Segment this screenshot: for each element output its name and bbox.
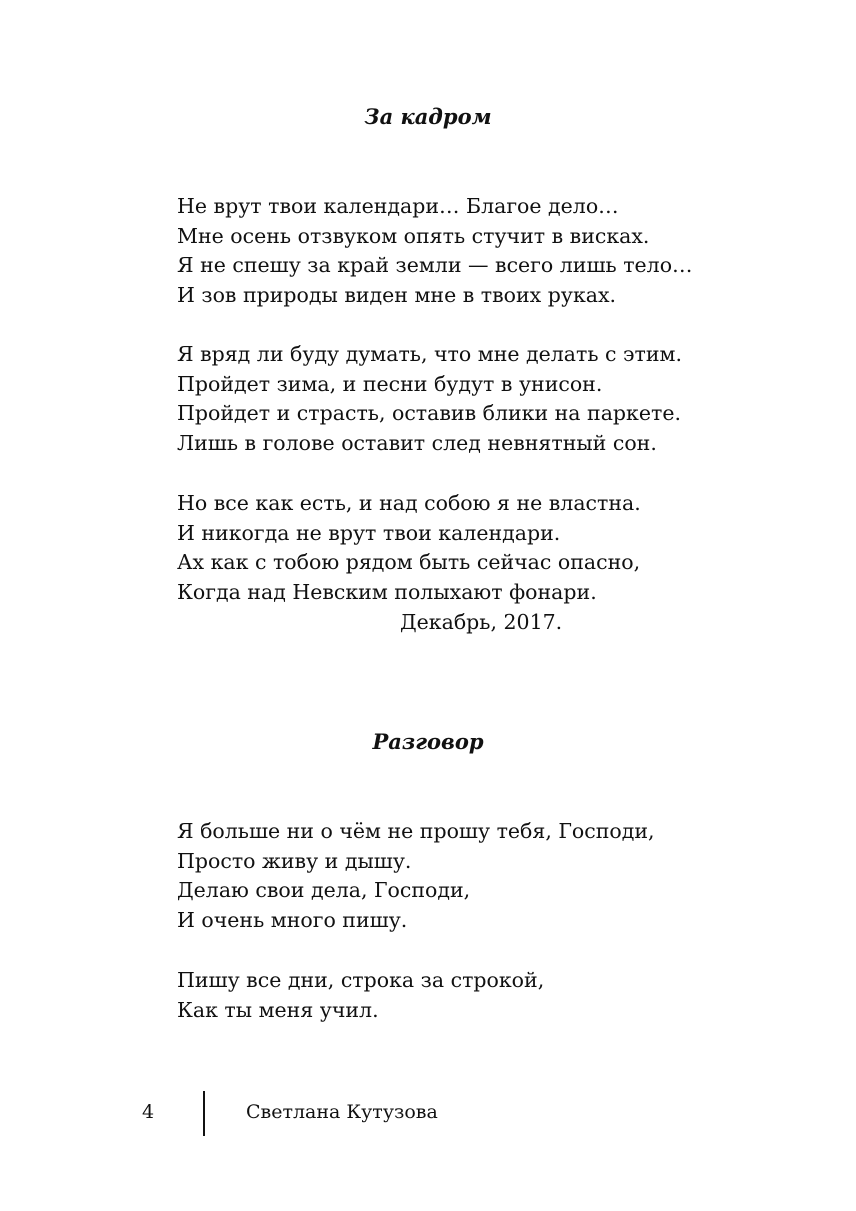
verse-line: Но все как есть, и над собою я не властна.	[177, 491, 641, 515]
stanza	[177, 340, 777, 459]
page-number: 4	[142, 1101, 155, 1123]
verse-line: Я вряд ли буду думать, что мне делать с этим.	[177, 342, 682, 366]
verse-line: Делаю свои дела, Господи,	[177, 878, 471, 903]
author-name: Светлана Кутузова	[246, 1101, 438, 1123]
verse-line: Не врут твои календари… Благое дело…	[177, 194, 619, 218]
verse-line: И никогда не врут твои календари.	[177, 520, 561, 545]
poem-title: За кадром	[364, 104, 492, 129]
stanza	[177, 489, 777, 608]
stanza	[177, 192, 777, 311]
stanza	[177, 817, 777, 936]
verse-line: Ах как с тобою рядом быть сейчас опасно,	[177, 550, 641, 575]
verse-line: И очень много пишу.	[177, 908, 408, 933]
verse-line: Просто живу и дышу.	[177, 848, 412, 873]
verse-line: Лишь в голове оставит след невнятный сон.	[177, 431, 657, 456]
verse-line: Я не спешу за край земли — всего лишь тело…	[177, 253, 693, 278]
verse-line: Когда над Невским полыхают фонари.	[177, 580, 597, 605]
stanza	[177, 966, 777, 1025]
verse-line: Я больше ни о чём не прошу тебя, Господи,	[177, 819, 655, 843]
verse-line: Как ты меня учил.	[177, 997, 379, 1022]
verse-line: Пишу все дни, строка за строкой,	[177, 968, 545, 992]
verse-line: Мне осень отзвуком опять стучит в висках.	[177, 223, 650, 248]
poem-title: Разговор	[372, 729, 484, 754]
verse-line: И зов природы виден мне в твоих руках.	[177, 283, 617, 308]
verse-line: Пройдет зима, и песни будут в унисон.	[177, 371, 603, 396]
poem-date: Декабрь, 2017.	[400, 610, 563, 634]
verse-line: Пройдет и страсть, оставив блики на паркете.	[177, 401, 681, 426]
footer-divider	[203, 1091, 205, 1136]
